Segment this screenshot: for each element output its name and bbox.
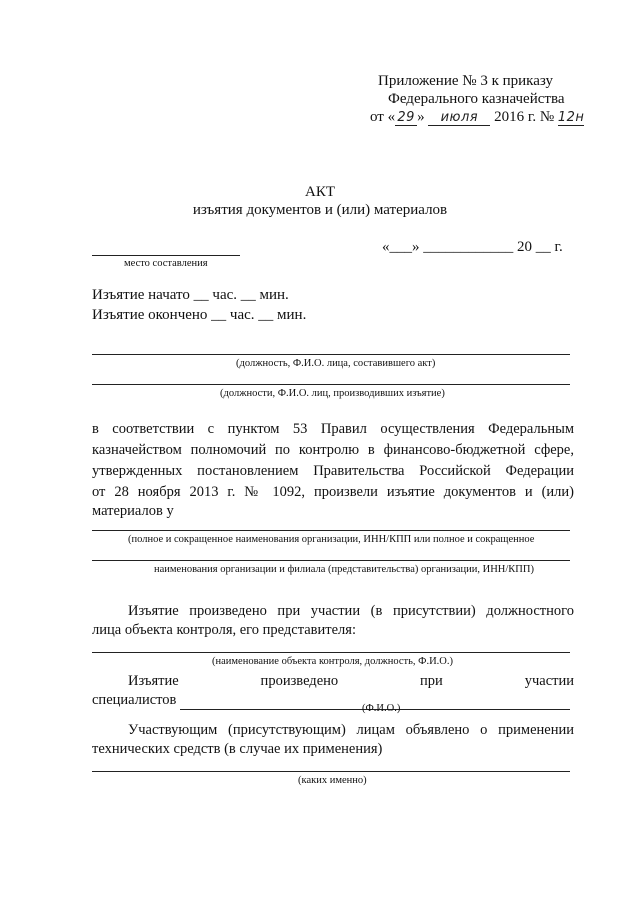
document-title: АКТ — [305, 184, 335, 200]
para3-line-1: Изъятие произведено при участии — [128, 673, 574, 689]
order-date-prefix: от « — [370, 109, 396, 125]
compiler-line — [92, 354, 570, 355]
para2-line-2: лица объекта контроля, его представителя: — [92, 622, 356, 638]
para1-line-2: казначейством полномочий по контролю в финансово-бюджетной сфере, — [92, 442, 574, 458]
organization-caption-2: наименования организации и филиала (представительства) организации, ИНН/КПП) — [154, 564, 534, 575]
order-date-quote: » — [417, 109, 425, 125]
para1-line-1: в соответствии с пунктом 53 Правил осуществления Федеральным — [92, 421, 574, 437]
para1-line-4: от 28 ноября 2013 г. № 1092, произвели изъятие документов и (или) — [92, 484, 574, 500]
para4-line-1: Участвующим (присутствующим) лицам объявлено о применении — [128, 722, 574, 738]
order-date-year: 2016 г. № — [494, 109, 555, 125]
para3-line-2: специалистов — [92, 692, 177, 708]
start-time: Изъятие начато __ час. __ мин. — [92, 287, 289, 303]
order-appendix-line: Приложение № 3 к приказу — [378, 73, 553, 89]
para1-line-3: утвержденных постановлением Правительства Российской Федерации — [92, 463, 574, 479]
para2-line-1: Изъятие произведено при участии (в присутствии) должностного — [128, 603, 574, 619]
order-date-month: июля — [428, 110, 490, 126]
para1-line-5: материалов у — [92, 503, 174, 519]
means-line — [92, 771, 570, 772]
organization-line-1 — [92, 530, 570, 531]
place-caption: место составления — [124, 258, 208, 269]
specialists-caption: (Ф.И.О.) — [362, 703, 401, 714]
compiler-caption: (должность, Ф.И.О. лица, составившего акт) — [236, 358, 436, 369]
withdrawers-line — [92, 384, 570, 385]
end-time: Изъятие окончено __ час. __ мин. — [92, 307, 307, 323]
order-issuer-line: Федерального казначейства — [388, 91, 565, 107]
place-line — [92, 255, 240, 256]
control-object-caption: (наименование объекта контроля, должность, Ф.И.О.) — [212, 656, 453, 667]
control-object-line — [92, 652, 570, 653]
document-subtitle: изъятия документов и (или) материалов — [192, 202, 448, 218]
date-field: «___» ____________ 20 __ г. — [382, 239, 563, 255]
order-number: 12н — [557, 110, 585, 125]
para4-line-2: технических средств (в случае их применения) — [92, 741, 383, 757]
withdrawers-caption: (должности, Ф.И.О. лиц, производивших изъятие) — [220, 388, 445, 399]
organization-caption-1: (полное и сокращенное наименования организации, ИНН/КПП или полное и сокращенное — [128, 534, 535, 545]
means-caption: (каких именно) — [298, 775, 367, 786]
organization-line-2 — [92, 560, 570, 561]
order-date-line — [370, 109, 584, 126]
order-date-day: 29 — [395, 110, 417, 126]
